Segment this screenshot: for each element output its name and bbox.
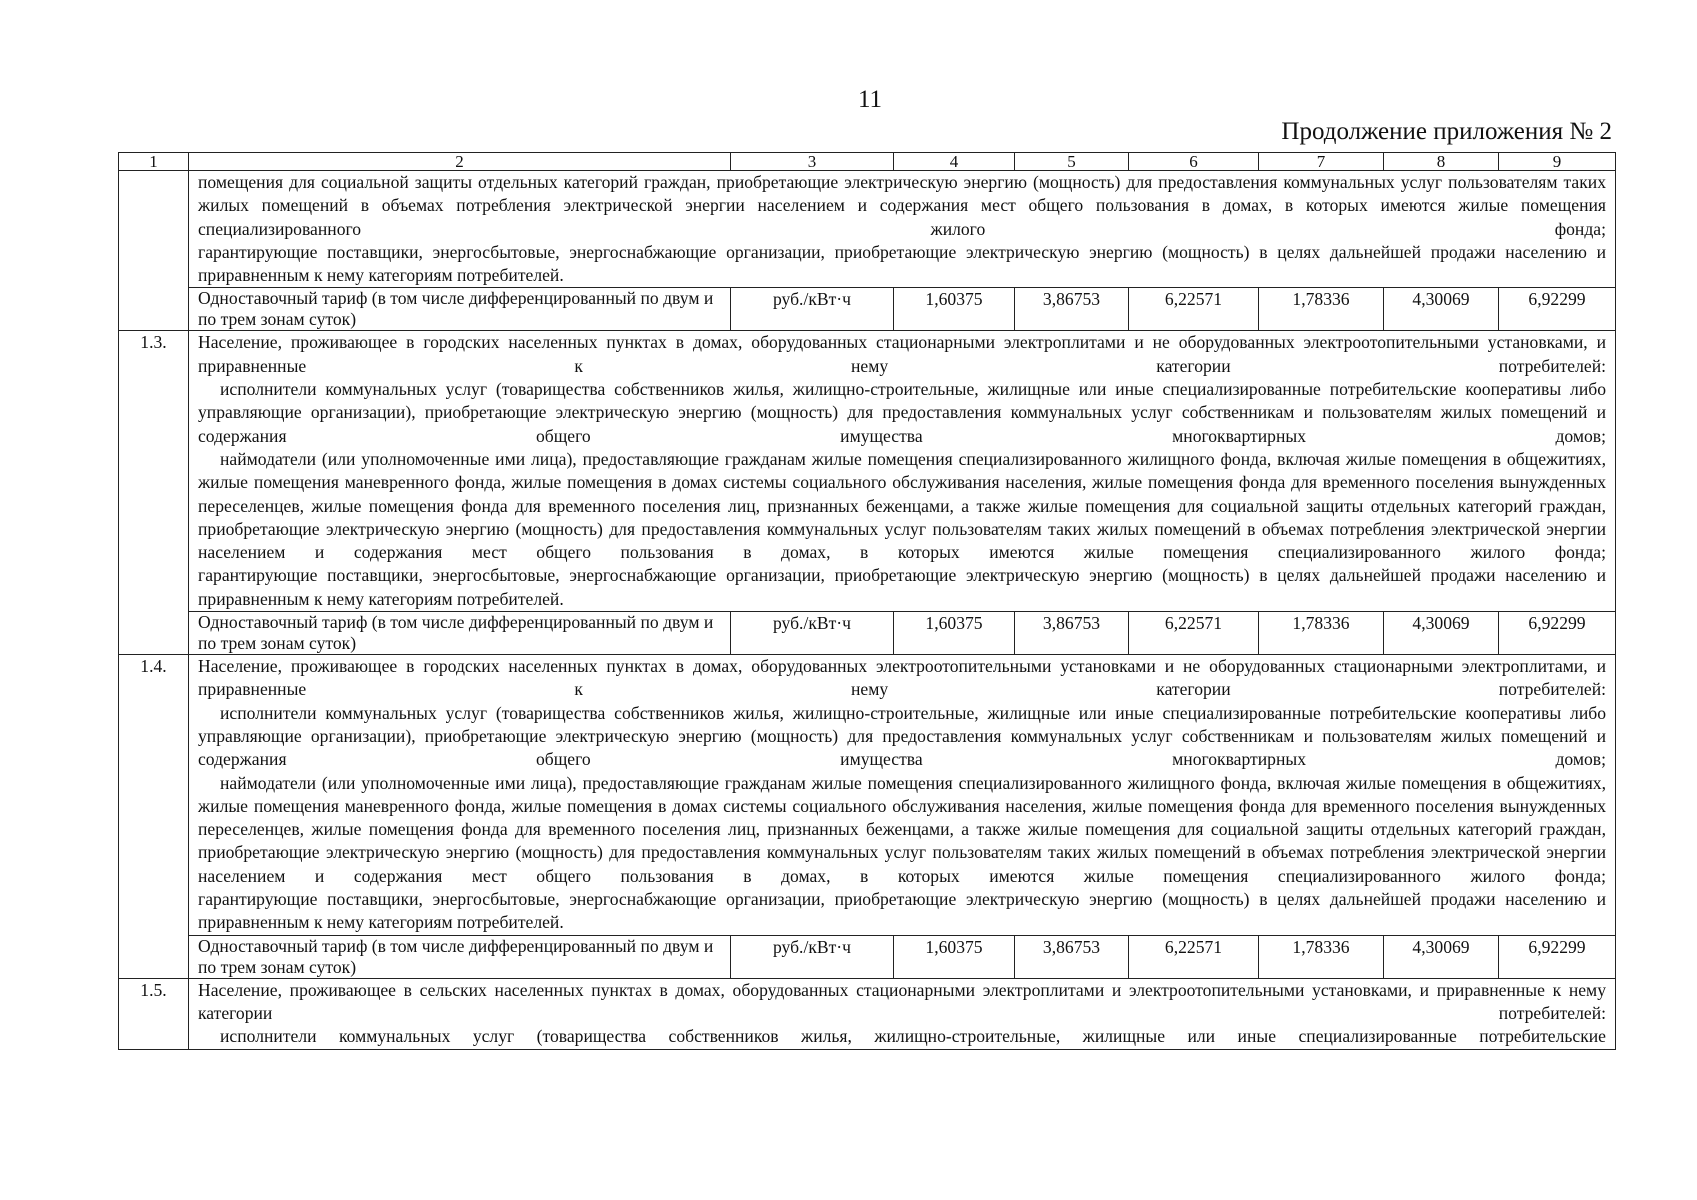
tariff-value: 4,30069 xyxy=(1384,288,1499,331)
description-paragraph: исполнители коммунальных услуг (товарищества собственников жилья, жилищно-строительные, жилищные или иные специализированные потребительские xyxy=(220,1026,1606,1047)
consumer-category-description xyxy=(189,978,1616,1049)
tariff-value: 1,78336 xyxy=(1259,612,1384,655)
tariff-row xyxy=(119,288,1616,331)
column-number: 8 xyxy=(1384,153,1499,171)
section-number-empty xyxy=(119,171,189,331)
section-description-row xyxy=(119,655,1616,936)
description-paragraph: помещения для социальной защиты отдельных категорий граждан, приобретающие электрическую энергию (мощность) для предоставления коммунальных услуг пользователям таких жилых помещений в объемах потребления электрической энергии населением и содержания мест общего пользования в домах, в которых имеются жилые помещения специализированного жилого фонда; xyxy=(198,172,1606,239)
tariff-value: 6,22571 xyxy=(1129,288,1259,331)
tariff-value: 3,86753 xyxy=(1015,288,1129,331)
tariff-value: 6,92299 xyxy=(1499,612,1616,655)
section-description-row xyxy=(119,331,1616,612)
tariff-name: Одноставочный тариф (в том числе дифференцированный по двум и по трем зонам суток) xyxy=(189,288,731,331)
description-paragraph: гарантирующие поставщики, энергосбытовые, энергоснабжающие организации, приобретающие электрическую энергию (мощность) в целях дальнейшей продажи населению и приравненным к нему категориям потребителей. xyxy=(198,889,1606,933)
consumer-category-description xyxy=(189,655,1616,936)
section-number: 1.5. xyxy=(119,978,189,1049)
tariff-value: 4,30069 xyxy=(1384,612,1499,655)
tariff-value: 6,22571 xyxy=(1129,612,1259,655)
description-paragraph: наймодатели (или уполномоченные ими лица), предоставляющие гражданам жилые помещения специализированного жилищного фонда, включая жилые помещения в общежитиях, жилые помещения маневренного фонда, жилые помещения в домах системы социального обслуживания населения, жилые помещения фонда для временного поселения вынужденных переселенцев, жилые помещения фонда для временного поселения лиц, признанных беженцами, а также жилые помещения для социальной защиты отдельных категорий граждан, приобретающие электрическую энергию (мощность) для предоставления коммунальных услуг пользователям таких жилых помещений в объемах потребления электрической энергии населением и содержания мест общего пользования в домах, в которых имеются жилые помещения специализированного жилого фонда; xyxy=(198,448,1606,563)
description-paragraph: Население, проживающее в городских населенных пунктах в домах, оборудованных стационарными электроплитами и не оборудованных электроотопительными установками, и приравненные к нему категории потребителей: xyxy=(198,332,1606,376)
tariff-value: 1,60375 xyxy=(894,935,1015,978)
section-description-row xyxy=(119,978,1616,1049)
tariff-value: 6,22571 xyxy=(1129,935,1259,978)
column-number: 1 xyxy=(119,153,189,171)
tariff-value: 1,78336 xyxy=(1259,935,1384,978)
tariff-value: 4,30069 xyxy=(1384,935,1499,978)
tariff-unit: руб./кВт·ч xyxy=(731,935,894,978)
tariff-value: 3,86753 xyxy=(1015,612,1129,655)
tariff-value: 1,78336 xyxy=(1259,288,1384,331)
tariff-table xyxy=(118,152,1616,1050)
description-paragraph: исполнители коммунальных услуг (товарищества собственников жилья, жилищно-строительные, жилищные или иные специализированные потребительские кооперативы либо управляющие организации), приобретающие электрическую энергию (мощность) для предоставления коммунальных услуг собственникам и пользователям жилых помещений и содержания общего имущества многоквартирных домов; xyxy=(198,702,1606,770)
appendix-continuation-note: Продолжение приложения № 2 xyxy=(1281,118,1612,145)
tariff-name: Одноставочный тариф (в том числе дифференцированный по двум и по трем зонам суток) xyxy=(189,935,731,978)
column-number: 9 xyxy=(1499,153,1616,171)
section-number: 1.3. xyxy=(119,331,189,655)
tariff-value: 1,60375 xyxy=(894,288,1015,331)
tariff-value: 6,92299 xyxy=(1499,288,1616,331)
tariff-row xyxy=(119,935,1616,978)
column-number: 4 xyxy=(894,153,1015,171)
description-paragraph: Население, проживающее в сельских населенных пунктах в домах, оборудованных стационарными электроплитами и электроотопительными установками, и приравненные к нему категории потребителей: xyxy=(198,979,1606,1023)
column-number-header xyxy=(119,153,1616,171)
tariff-unit: руб./кВт·ч xyxy=(731,612,894,655)
tariff-value: 1,60375 xyxy=(894,612,1015,655)
column-number: 7 xyxy=(1259,153,1384,171)
column-number: 3 xyxy=(731,153,894,171)
description-paragraph: гарантирующие поставщики, энергосбытовые, энергоснабжающие организации, приобретающие электрическую энергию (мощность) в целях дальнейшей продажи населению и приравненным к нему категориям потребителей. xyxy=(198,565,1606,609)
tariff-name: Одноставочный тариф (в том числе дифференцированный по двум и по трем зонам суток) xyxy=(189,612,731,655)
section-number: 1.4. xyxy=(119,655,189,979)
description-paragraph: исполнители коммунальных услуг (товарищества собственников жилья, жилищно-строительные, жилищные или иные специализированные потребительские кооперативы либо управляющие организации), приобретающие электрическую энергию (мощность) для предоставления коммунальных услуг собственникам и пользователям жилых помещений и содержания общего имущества многоквартирных домов; xyxy=(198,379,1606,446)
description-paragraph: гарантирующие поставщики, энергосбытовые, энергоснабжающие организации, приобретающие электрическую энергию (мощность) в целях дальнейшей продажи населению и приравненным к нему категориям потребителей. xyxy=(198,241,1606,286)
tariff-value: 6,92299 xyxy=(1499,935,1616,978)
page-number: 11 xyxy=(857,86,883,113)
consumer-category-description xyxy=(189,171,1616,288)
column-number: 5 xyxy=(1015,153,1129,171)
description-paragraph: Население, проживающее в городских населенных пунктах в домах, оборудованных электроотопительными установками и не оборудованных стационарными электроплитами, и приравненные к нему категории потребителей: xyxy=(198,656,1606,700)
tariff-value: 3,86753 xyxy=(1015,935,1129,978)
tariff-unit: руб./кВт·ч xyxy=(731,288,894,331)
column-number: 6 xyxy=(1129,153,1259,171)
column-number: 2 xyxy=(189,153,731,171)
continuation-description-row xyxy=(119,171,1616,288)
tariff-row xyxy=(119,612,1616,655)
description-paragraph: наймодатели (или уполномоченные ими лица), предоставляющие гражданам жилые помещения специализированного жилищного фонда, включая жилые помещения в общежитиях, жилые помещения маневренного фонда, жилые помещения в домах системы социального обслуживания населения, жилые помещения фонда для временного поселения вынужденных переселенцев, жилые помещения фонда для временного поселения лиц, признанных беженцами, а также жилые помещения для социальной защиты отдельных категорий граждан, приобретающие электрическую энергию (мощность) для предоставления коммунальных услуг пользователям таких жилых помещений в объемах потребления электрической энергии населением и содержания мест общего пользования в домах, в которых имеются жилые помещения специализированного жилого фонда; xyxy=(198,772,1606,886)
consumer-category-description xyxy=(189,331,1616,612)
